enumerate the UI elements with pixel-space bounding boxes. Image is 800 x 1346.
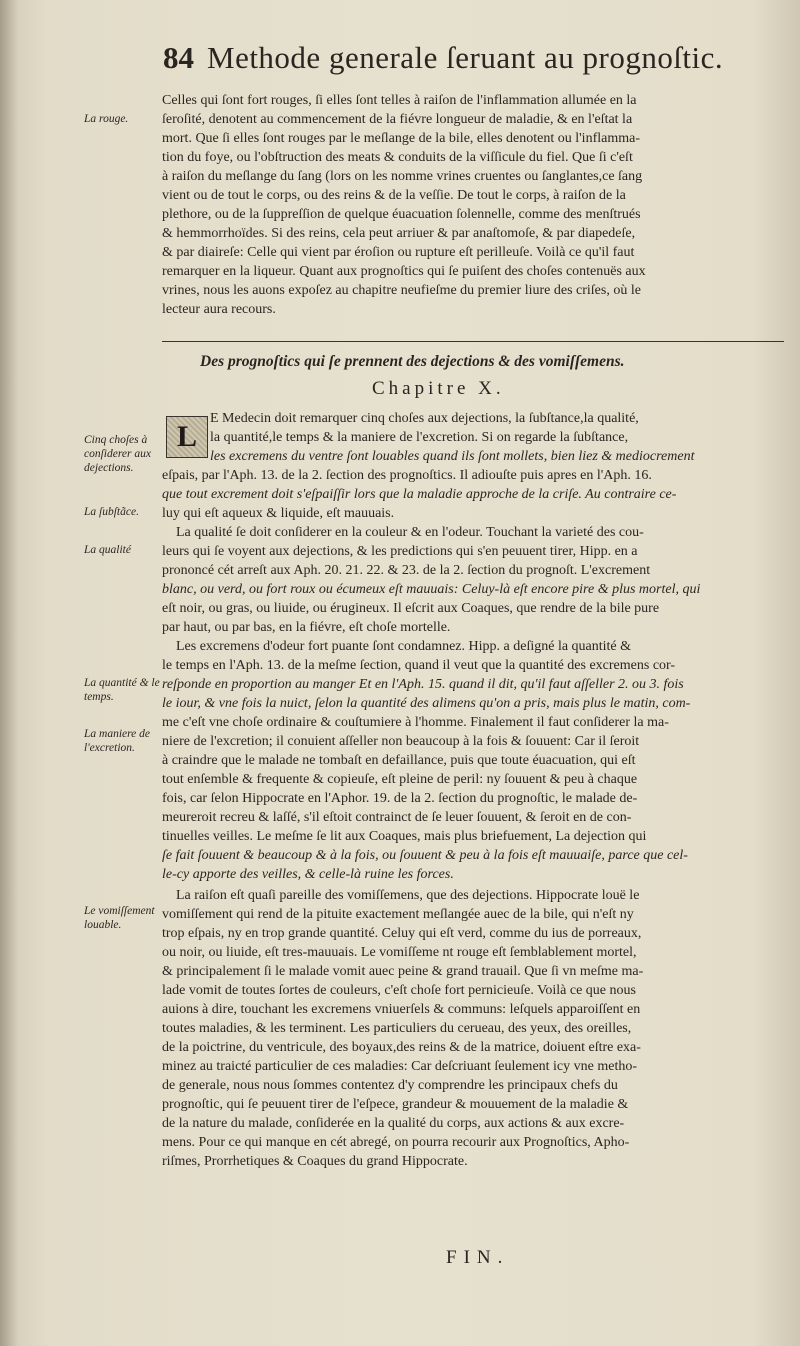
text-line: reſponde en proportion au manger Et en l'Aph. 15. quand il dit, qu'il faut aſſeller 2. ou 3. fois xyxy=(162,677,684,692)
text-line: prononcé cét arreſt aux Aph. 20. 21. 22. & 23. de la 2. ſection du prognoſt. L'excrement xyxy=(162,563,651,578)
chapter-heading: Chapitre X. xyxy=(372,378,505,399)
text-line: eſt noir, ou gras, ou liuide, ou érugineux. Il eſcrit aux Coaques, que rendre de la bile pure xyxy=(162,601,660,616)
margin-note-cinq-choses: Cinq choſes à conſiderer aux dejections. xyxy=(84,434,151,474)
text-line: lecteur aura recours. xyxy=(162,302,276,317)
text-line: auions à dire, touchant les excremens vniuerſels & communs: leſquels apparoiſſent en xyxy=(162,1002,641,1017)
text-line: minez au traicté particulier de ces maladies: Car deſcriuant ſeulement icy vne metho- xyxy=(162,1059,638,1074)
text-line: les excremens du ventre ſont louables quand ils ſont mollets, bien liez & mediocrement xyxy=(210,449,695,464)
text-line: niere de l'excretion; il conuient aſſeller non beaucoup à la fois & ſouuent: Car il ſeroit xyxy=(162,734,640,749)
text-line: vomiſſement qui rend de la pituite exactement meſlangée auec de la bile, qui n'eſt ny xyxy=(162,907,634,922)
section-divider xyxy=(162,341,784,342)
page-number: 84 xyxy=(163,40,194,75)
page-header xyxy=(0,40,800,90)
text-line: de la nature du malade, conſiderée en la qualité du corps, aux actions & aux excre- xyxy=(162,1116,625,1131)
text-line: le iour, & vne fois la nuict, ſelon la quantité des alimens qu'on a pris, mais plus le matin, com- xyxy=(162,696,691,711)
text-line: E Medecin doit remarquer cinq choſes aux dejections, la ſubſtance,la qualité, xyxy=(210,411,639,426)
text-line: mort. Que ſi elles ſont rouges par le meſlange de la bile, elles denotent ou l'inflamma- xyxy=(162,131,640,146)
text-line: vient ou de tout le corps, ou des reins & de la veſſie. De tout le corps, à raiſon de la xyxy=(162,188,626,203)
margin-note-substance: La ſubſtãce. xyxy=(84,506,139,518)
margin-note-maniere: La maniere de l'excretion. xyxy=(84,728,151,754)
text-line: plethore, ou de la ſuppreſſion de quelque éuacuation ſolennelle, comme des menſtrués xyxy=(162,207,641,222)
text-line: eſpais, par l'Aph. 13. de la 2. ſection des prognoſtics. Il adiouſte puis apres en l'Aph. 16. xyxy=(162,468,652,483)
text-line: fois, car ſelon Hippocrate en l'Aphor. 19. de la 2. ſection du prognoſtic, le malade de- xyxy=(162,791,638,806)
text-line: mens. Pour ce qui manque en cét abregé, on pourra recourir aux Prognoſtics, Apho- xyxy=(162,1135,630,1150)
top-paragraph xyxy=(162,92,784,342)
text-line: & par diaireſe: Celle qui vient par éroſion ou rupture eſt perilleuſe. Voilà ce qu'il faut xyxy=(162,245,635,260)
text-line: & principalement ſi le malade vomit auec peine & grand trauail. Que ſi vn meſme ma- xyxy=(162,964,644,979)
text-line: ſe fait ſouuent & beaucoup & à la fois, ou ſouuent & peu à la fois eſt mauuaiſe, parce que cel- xyxy=(162,848,688,863)
text-line: La raiſon eſt quaſi pareille des vomiſſemens, que des dejections. Hippocrate louë le xyxy=(176,888,640,903)
margin-note-qualite: La qualité xyxy=(84,544,131,556)
text-line: trop eſpais, ny en trop grande quantité. Celuy qui eſt verd, comme du ius de porreaux, xyxy=(162,926,642,941)
text-line: La qualité ſe doit conſiderer en la couleur & en l'odeur. Touchant la varieté des cou- xyxy=(176,525,644,540)
text-line: à craindre que le malade ne tombaſt en defaillance, puis que toute éuacuation, qui eſt xyxy=(162,753,636,768)
drop-cap: L xyxy=(166,416,208,458)
text-line: Celles qui ſont fort rouges, ſi elles ſont telles à raiſon de l'inflammation allumée en la xyxy=(162,93,637,108)
margin-note-rouge: La rouge. xyxy=(84,113,129,125)
text-line: tinuelles veilles. Le meſme ſe lit aux Coaques, mais plus briefuement, La dejection qui xyxy=(162,829,647,844)
text-line: luy qui eſt aqueux & liquide, eſt mauuais. xyxy=(162,506,395,521)
text-line: me c'eſt vne choſe ordinaire & couſtumiere à l'homme. Finalement il faut conſiderer la ma- xyxy=(162,715,669,730)
text-line: le-cy apporte des veilles, & celle-là ruine les forces. xyxy=(162,867,454,882)
margin-note-vomissement: Le vomiſſement louable. xyxy=(84,905,155,931)
text-line: ou noir, ou liuide, eſt tres-mauuais. Le vomiſſeme nt rouge eſt ſemblablement mortel, xyxy=(162,945,637,960)
text-line: à raiſon du meſlange du ſang (lors on les nomme vrines cruentes ou ſanglantes,ce ſang xyxy=(162,169,643,184)
text-line: tion du foye, ou l'obſtruction des meats & conduits de la viſſicule du fiel. Que ſi c'eſt xyxy=(162,150,633,165)
text-line: ſeroſité, denotent au commencement de la fiévre longueur de maladie, & en l'eſtat la xyxy=(162,112,633,127)
text-line: meureroit recreu & laſſé, s'il eſtoit contrainct de ſe leuer ſouuent, & ſeroit en de con- xyxy=(162,810,632,825)
running-title: Methode generale ſeruant au prognoſtic. xyxy=(207,40,724,75)
section-title: Des prognoſtics qui ſe prennent des dejections & des vomiſſemens. xyxy=(200,353,625,370)
text-line: & hemmorrhoïdes. Si des reins, cela peut arriuer & par anaſtomoſe, & par diapedeſe, xyxy=(162,226,636,241)
text-line: de la poictrine, du ventricule, des boyaux,des reins & de la matrice, doiuent eſtre exa- xyxy=(162,1040,641,1055)
text-line: prognoſtic, qui ſe peuuent tirer de l'eſpece, grandeur & mouuement de la maladie & xyxy=(162,1097,629,1112)
margin-note-quantite: La quantité & le temps. xyxy=(84,677,160,703)
chapter-body xyxy=(162,410,784,1250)
text-line: blanc, ou verd, ou fort roux ou écumeux eſt mauuais: Celuy-là eſt encore pire & plus mortel, qui xyxy=(162,582,701,597)
text-line: le temps en l'Aph. 13. de la meſme ſection, quand il veut que la quantité des excremens cor- xyxy=(162,658,676,673)
text-line: la quantité,le temps & la maniere de l'excretion. Si on regarde la ſubſtance, xyxy=(210,430,629,445)
text-line: lade vomit de toutes ſortes de couleurs, c'eſt choſe fort pernicieuſe. Voilà ce que nous xyxy=(162,983,636,998)
text-line: toutes maladies, & les terminent. Les particuliers du cerueau, des yeux, des oreilles, xyxy=(162,1021,632,1036)
text-line: remarquer en la liqueur. Quant aux prognoſtics qui ſe puiſent des choſes contenuës aux xyxy=(162,264,646,279)
finis-mark: FIN. xyxy=(446,1247,510,1268)
text-line: vrines, nous les auons expoſez au chapitre neufieſme du premier liure des criſes, où le xyxy=(162,283,641,298)
text-line: par haut, ou par bas, en la fiévre, eſt choſe mortelle. xyxy=(162,620,451,635)
text-line: tout enſemble & frequente & copieuſe, eſt pleine de peril: ny ſouuent & peu à chaque xyxy=(162,772,638,787)
text-line: que tout excrement doit s'eſpaiſſir lors que la maladie approche de la criſe. Au contraire ce- xyxy=(162,487,677,502)
text-line: Les excremens d'odeur fort puante ſont condamnez. Hipp. a deſigné la quantité & xyxy=(176,639,632,654)
text-line: de generale, nous nous ſommes contentez d'y comprendre les principaux chefs du xyxy=(162,1078,618,1093)
page-gutter-shadow xyxy=(0,0,18,1346)
text-line: riſmes, Prorrhetiques & Coaques du grand Hippocrate. xyxy=(162,1154,468,1169)
text-line: leurs qui ſe voyent aux dejections, & les predictions qui s'en peuuent tirer, Hipp. en a xyxy=(162,544,638,559)
